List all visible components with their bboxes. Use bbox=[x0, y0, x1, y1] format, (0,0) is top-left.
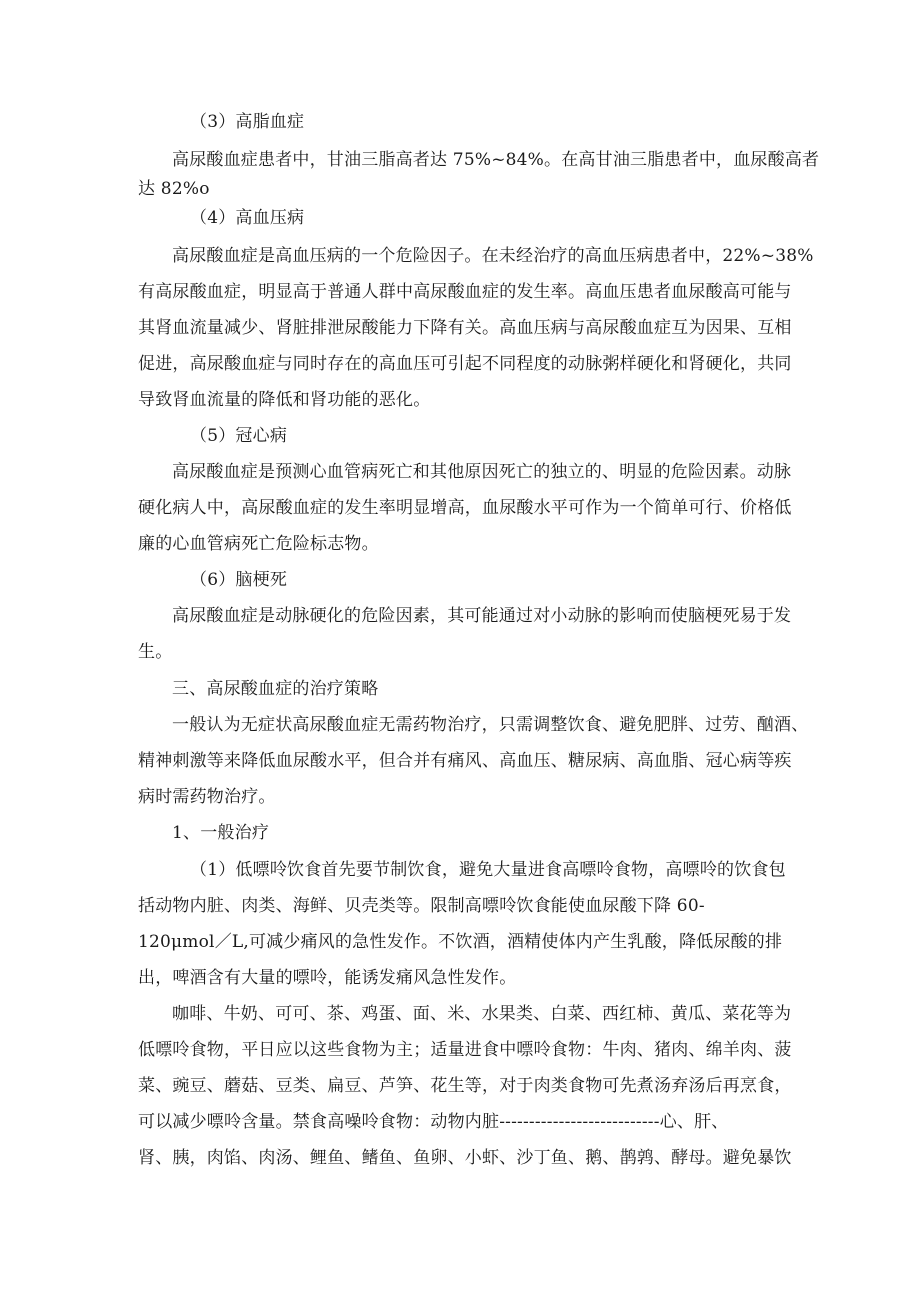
paragraph-line: 120μmol／L,可减少痛风的急性发作。不饮酒，酒精使体内产生乳酸，降低尿酸的排 bbox=[138, 932, 783, 952]
paragraph-line: 精神刺激等来降低血尿酸水平，但合并有痛风、高血压、糖尿病、高血脂、冠心病等疾 bbox=[138, 751, 792, 771]
paragraph-line: （1）低嘌呤饮食首先要节制饮食，避免大量进食高嘌呤食物，高嘌呤的饮食包 bbox=[190, 860, 786, 880]
subheading-hypertension: （4）高血压病 bbox=[190, 208, 305, 228]
paragraph-line: 导致肾血流量的降低和肾功能的恶化。 bbox=[138, 390, 431, 410]
paragraph-line: 咖啡、牛奶、可可、茶、鸡蛋、面、米、水果类、白菜、西红柿、黄瓜、菜花等为 bbox=[172, 1004, 792, 1024]
paragraph-line: 菜、豌豆、蘑菇、豆类、扁豆、芦笋、花生等，对于肉类食物可先煮汤弃汤后再烹食， bbox=[138, 1076, 792, 1096]
paragraph-line: 一般认为无症状高尿酸血症无需药物治疗，只需调整饮食、避免肥胖、过劳、酗酒、 bbox=[172, 715, 809, 735]
paragraph-line: 达 82%o bbox=[138, 179, 210, 199]
paragraph-line: 括动物内脏、肉类、海鲜、贝壳类等。限制高嘌呤饮食能使血尿酸下降 60- bbox=[138, 896, 705, 916]
subheading-cerebral-infarction: （6）脑梗死 bbox=[190, 570, 288, 590]
paragraph-line: 肾、胰，肉馅、肉汤、鲤鱼、鳍鱼、鱼卵、小虾、沙丁鱼、鹅、鹊鹑、酵母。避免暴饮 bbox=[138, 1148, 792, 1168]
paragraph-line: 其肾血流量减少、肾脏排泄尿酸能力下降有关。高血压病与高尿酸血症互为因果、互相 bbox=[138, 318, 792, 338]
paragraph-line: 硬化病人中，高尿酸血症的发生率明显增高，血尿酸水平可作为一个简单可行、价格低 bbox=[138, 498, 792, 518]
paragraph-line: 低嘌呤食物，平日应以这些食物为主；适量进食中嘌呤食物：牛肉、猪肉、绵羊肉、菠 bbox=[138, 1040, 792, 1060]
paragraph-line: 可以减少嘌呤含量。禁食高噪呤食物：动物内脏---------------------------心、肝、 bbox=[138, 1112, 729, 1132]
paragraph-line: 促进，高尿酸血症与同时存在的高血压可引起不同程度的动脉粥样硬化和肾硬化，共同 bbox=[138, 354, 792, 374]
paragraph-line: 病时需药物治疗。 bbox=[138, 787, 276, 807]
paragraph-line: 高尿酸血症是预测心血管病死亡和其他原因死亡的独立的、明显的危险因素。动脉 bbox=[172, 462, 792, 482]
subheading-general-treatment: 1、一般治疗 bbox=[172, 823, 270, 843]
paragraph-line: 高尿酸血症患者中，甘油三脂高者达 75%~84%。在高甘油三脂患者中，血尿酸高者 bbox=[172, 150, 820, 170]
paragraph-line: 高尿酸血症是高血压病的一个危险因子。在未经治疗的高血压病患者中，22%~38% bbox=[172, 246, 814, 266]
subheading-coronary-disease: （5）冠心病 bbox=[190, 426, 288, 446]
paragraph-line: 出，啤酒含有大量的嘌呤，能诱发痛风急性发作。 bbox=[138, 968, 517, 988]
paragraph-line: 高尿酸血症是动脉硬化的危险因素，其可能通过对小动脉的影响而使脑梗死易于发 bbox=[172, 606, 792, 626]
paragraph-line: 生。 bbox=[138, 642, 173, 662]
section-heading-treatment: 三、高尿酸血症的治疗策略 bbox=[172, 679, 379, 699]
subheading-hyperlipidemia: （3）高脂血症 bbox=[190, 112, 305, 132]
paragraph-line: 有高尿酸血症，明显高于普通人群中高尿酸血症的发生率。高血压患者血尿酸高可能与 bbox=[138, 282, 792, 302]
paragraph-line: 廉的心血管病死亡危险标志物。 bbox=[138, 534, 379, 554]
